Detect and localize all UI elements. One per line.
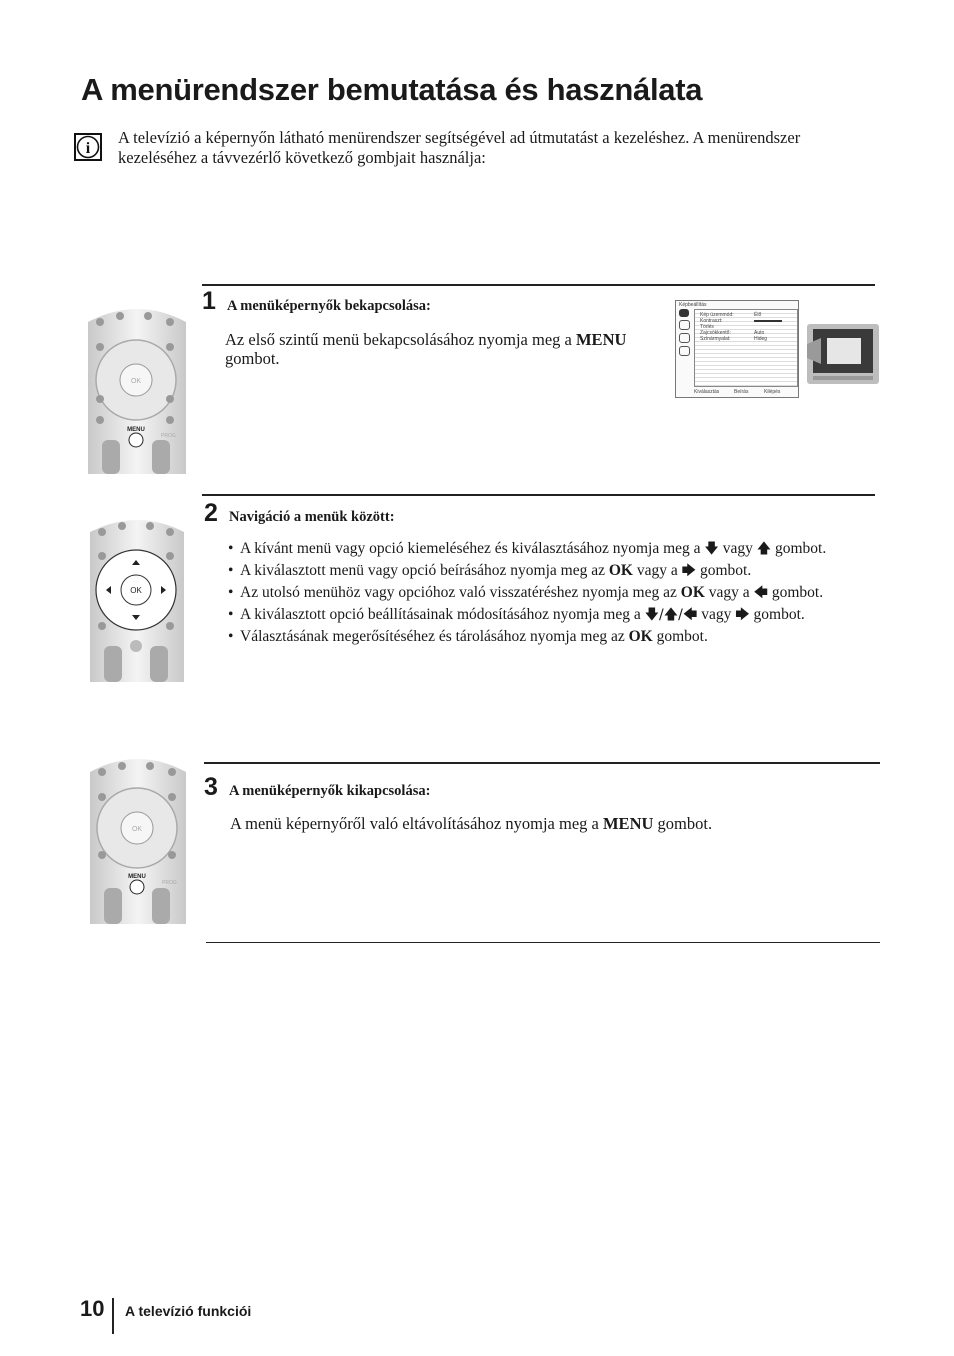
- setup-menu-icon: [679, 346, 690, 356]
- page-title: A menürendszer bemutatása és használata: [81, 72, 703, 107]
- svg-text:MENU: MENU: [127, 427, 145, 433]
- right-arrow-icon: 🡆: [735, 607, 750, 623]
- svg-text:i: i: [85, 140, 91, 157]
- step-heading-3: A menüképernyők kikapcsolása:: [229, 783, 431, 799]
- list-item: • A kiválasztott menü vagy opció beírásához nyomja meg az OK vagy a 🡆 gombot.: [228, 562, 888, 580]
- divider-1: [202, 284, 875, 286]
- list-item: • A kívánt menü vagy opció kiemeléséhez és kiválasztásához nyomja meg a 🡇 vagy 🡅 gombot.: [228, 540, 888, 558]
- picture-menu-icon: [679, 309, 689, 317]
- list-item: • A kiválasztott opció beállításainak módosításához nyomja meg a 🡇/🡅/🡄 vagy 🡆 gombot.: [228, 606, 888, 624]
- menu-key-label: MENU: [602, 814, 654, 833]
- menu-key-label: MENU: [575, 330, 627, 349]
- list-item: • Az utolsó menühöz vagy opcióhoz való visszatéréshez nyomja meg az OK vagy a 🡄 gombot.: [228, 584, 888, 602]
- direction-arrows-icon: 🡇/🡅/🡄: [644, 607, 698, 623]
- up-arrow-icon: 🡅: [756, 541, 772, 557]
- remote-control-illustration-3: [88, 752, 188, 924]
- footer-divider: [112, 1298, 114, 1334]
- step-number-2: 2: [204, 499, 218, 527]
- intro-paragraph: A televízió a képernyőn látható menürendszer segítségével ad útmutatást a kezeléshez. A menürendszer kezeléséhez a távvezérlő következő gombjait használja:: [118, 128, 801, 167]
- step-heading-2: Navigáció a menük között:: [229, 509, 395, 525]
- sound-menu-icon: [679, 320, 690, 330]
- page-number: 10: [80, 1296, 105, 1321]
- down-arrow-icon: 🡇: [704, 541, 719, 557]
- navigation-bullet-list: [228, 540, 888, 649]
- info-icon: [74, 133, 102, 161]
- remote-control-illustration-2: [88, 514, 186, 682]
- divider-2: [202, 494, 875, 496]
- step-text-3: A menü képernyőről való eltávolításához nyomja meg a MENU gombot.: [230, 814, 713, 833]
- list-item: • Választásának megerősítéséhez és tárolásához nyomja meg az OK gombot.: [228, 628, 888, 645]
- divider-4: [206, 942, 880, 943]
- svg-text:PROG: PROG: [162, 880, 177, 886]
- remote-control-illustration-1: [86, 302, 188, 474]
- tv-illustration: [807, 324, 879, 384]
- svg-text:OK: OK: [131, 826, 143, 833]
- timer-menu-icon: [679, 333, 690, 343]
- svg-text:MENU: MENU: [128, 874, 146, 880]
- svg-text:OK: OK: [130, 586, 142, 595]
- step-number-3: 3: [204, 773, 218, 801]
- menu-screenshot: Képbeállítás Kép üzemmód: Élő Kontraszt: Törlés Zajcsökkentő: Auto Színármyalat: Hideg Kiválasztás Beírás Kilépés: [675, 300, 799, 398]
- svg-text:PROG: PROG: [161, 433, 176, 439]
- right-arrow-icon: 🡆: [681, 563, 697, 579]
- step-text-1: Az első szintű menü bekapcsolásához nyomja meg a MENU gombot.: [225, 330, 627, 368]
- left-arrow-icon: 🡄: [753, 585, 768, 601]
- step-heading-1: A menüképernyők bekapcsolása:: [227, 298, 431, 314]
- step-number-1: 1: [202, 287, 216, 315]
- divider-3: [204, 762, 880, 764]
- footer-section-title: A televízió funkciói: [125, 1303, 252, 1319]
- svg-text:OK: OK: [130, 378, 142, 385]
